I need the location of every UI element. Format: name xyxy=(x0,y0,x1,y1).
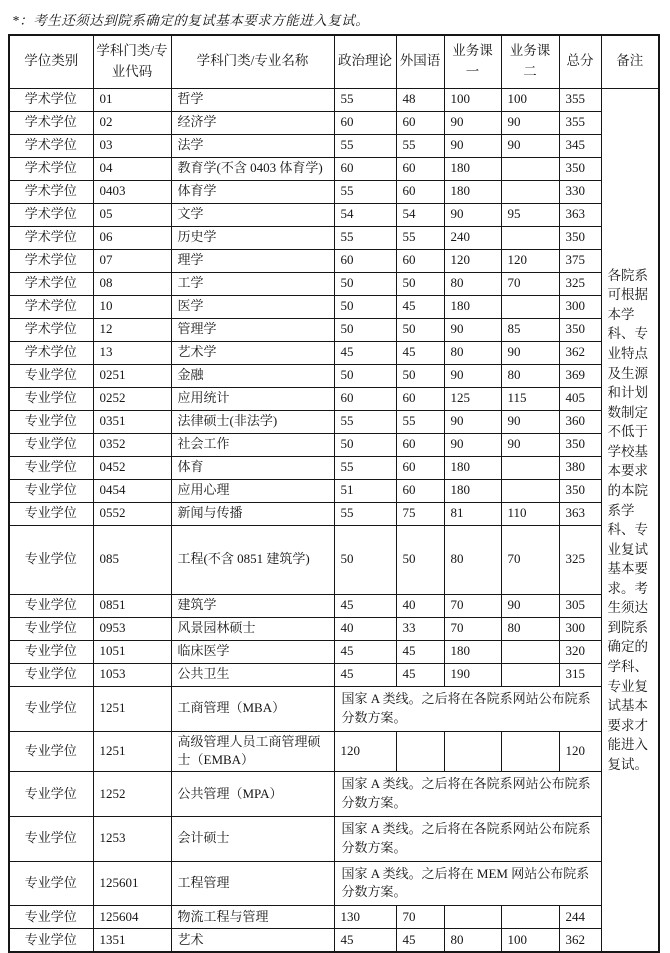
subject-code-cell: 125604 xyxy=(93,906,171,929)
subject-name-cell: 法律硕士(非法学) xyxy=(171,410,334,433)
politics-score-cell: 40 xyxy=(334,617,396,640)
subject-name-cell: 风景园林硕士 xyxy=(171,617,334,640)
national-line-note-cell: 国家 A 类线。之后将在各院系网站公布院系分数方案。 xyxy=(334,772,601,817)
remarks-cell: 各院系可根据本学科、专业特点及生源和计划数制定不低于学校基本要求的本院系学科、专业复试基本要求。考生须达到院系确定的学科、专业复试基本要求才能进入复试。 xyxy=(601,88,659,952)
foreign-language-score-cell: 50 xyxy=(396,272,444,295)
national-line-note-cell: 国家 A 类线。之后将在 MEM 网站公布院系分数方案。 xyxy=(334,861,601,906)
foreign-language-score-cell: 75 xyxy=(396,502,444,525)
total-score-cell: 325 xyxy=(559,272,601,295)
course-one-score-cell: 180 xyxy=(444,456,501,479)
subject-name-cell: 历史学 xyxy=(171,226,334,249)
politics-score-cell: 60 xyxy=(334,111,396,134)
politics-score-cell: 45 xyxy=(334,663,396,686)
subject-name-cell: 建筑学 xyxy=(171,594,334,617)
politics-score-cell: 51 xyxy=(334,479,396,502)
subject-code-cell: 0352 xyxy=(93,433,171,456)
politics-score-cell: 60 xyxy=(334,387,396,410)
politics-score-cell: 50 xyxy=(334,433,396,456)
subject-code-cell: 04 xyxy=(93,157,171,180)
politics-score-cell: 55 xyxy=(334,134,396,157)
total-score-cell: 345 xyxy=(559,134,601,157)
subject-name-cell: 应用心理 xyxy=(171,479,334,502)
total-score-cell: 330 xyxy=(559,180,601,203)
foreign-language-score-cell: 45 xyxy=(396,640,444,663)
course-two-score-cell: 90 xyxy=(501,410,559,433)
course-two-score-cell xyxy=(501,456,559,479)
foreign-language-score-cell: 55 xyxy=(396,226,444,249)
course-one-score-cell: 190 xyxy=(444,663,501,686)
subject-code-cell: 02 xyxy=(93,111,171,134)
degree-category-cell: 学术学位 xyxy=(9,272,93,295)
foreign-language-score-cell: 70 xyxy=(396,906,444,929)
course-two-score-cell xyxy=(501,731,559,772)
course-one-score-cell: 180 xyxy=(444,479,501,502)
total-score-cell: 363 xyxy=(559,502,601,525)
subject-code-cell: 1251 xyxy=(93,731,171,772)
subject-code-cell: 0552 xyxy=(93,502,171,525)
table-row xyxy=(9,410,659,433)
course-one-score-cell: 90 xyxy=(444,111,501,134)
subject-name-cell: 艺术学 xyxy=(171,341,334,364)
total-score-cell: 350 xyxy=(559,157,601,180)
table-row xyxy=(9,387,659,410)
foreign-language-score-cell: 60 xyxy=(396,180,444,203)
total-score-cell: 380 xyxy=(559,456,601,479)
col-header-subject-code: 学科门类/专业代码 xyxy=(93,35,171,88)
course-one-score-cell: 180 xyxy=(444,640,501,663)
subject-name-cell: 艺术 xyxy=(171,929,334,953)
subject-name-cell: 物流工程与管理 xyxy=(171,906,334,929)
politics-score-cell: 50 xyxy=(334,295,396,318)
course-two-score-cell: 80 xyxy=(501,617,559,640)
course-two-score-cell xyxy=(501,157,559,180)
national-line-note-cell: 国家 A 类线。之后将在各院系网站公布院系分数方案。 xyxy=(334,816,601,861)
total-score-cell: 369 xyxy=(559,364,601,387)
table-row xyxy=(9,906,659,929)
table-row xyxy=(9,479,659,502)
table-row xyxy=(9,594,659,617)
degree-category-cell: 专业学位 xyxy=(9,772,93,817)
table-row xyxy=(9,502,659,525)
subject-name-cell: 临床医学 xyxy=(171,640,334,663)
total-score-cell: 325 xyxy=(559,525,601,594)
table-row xyxy=(9,456,659,479)
foreign-language-score-cell xyxy=(396,731,444,772)
course-two-score-cell: 110 xyxy=(501,502,559,525)
subject-code-cell: 1351 xyxy=(93,929,171,953)
course-one-score-cell xyxy=(444,731,501,772)
course-two-score-cell: 70 xyxy=(501,525,559,594)
score-table-body xyxy=(9,88,659,952)
degree-category-cell: 学术学位 xyxy=(9,157,93,180)
total-score-cell: 350 xyxy=(559,318,601,341)
course-two-score-cell: 90 xyxy=(501,594,559,617)
subject-name-cell: 工程管理 xyxy=(171,861,334,906)
col-header-course-one: 业务课一 xyxy=(444,35,501,88)
foreign-language-score-cell: 60 xyxy=(396,249,444,272)
course-one-score-cell: 100 xyxy=(444,88,501,111)
politics-score-cell: 45 xyxy=(334,640,396,663)
course-one-score-cell: 70 xyxy=(444,617,501,640)
course-two-score-cell: 70 xyxy=(501,272,559,295)
course-two-score-cell xyxy=(501,295,559,318)
col-header-degree-category: 学位类别 xyxy=(9,35,93,88)
course-one-score-cell: 180 xyxy=(444,180,501,203)
subject-name-cell: 公共卫生 xyxy=(171,663,334,686)
subject-name-cell: 管理学 xyxy=(171,318,334,341)
subject-name-cell: 工程(不含 0851 建筑学) xyxy=(171,525,334,594)
politics-score-cell: 55 xyxy=(334,410,396,433)
subject-code-cell: 1252 xyxy=(93,772,171,817)
degree-category-cell: 学术学位 xyxy=(9,226,93,249)
subject-code-cell: 03 xyxy=(93,134,171,157)
subject-name-cell: 教育学(不含 0403 体育学) xyxy=(171,157,334,180)
foreign-language-score-cell: 45 xyxy=(396,663,444,686)
degree-category-cell: 专业学位 xyxy=(9,686,93,731)
table-row xyxy=(9,617,659,640)
foreign-language-score-cell: 45 xyxy=(396,295,444,318)
total-score-cell: 350 xyxy=(559,479,601,502)
subject-code-cell: 1253 xyxy=(93,816,171,861)
subject-code-cell: 07 xyxy=(93,249,171,272)
foreign-language-score-cell: 60 xyxy=(396,157,444,180)
total-score-cell: 360 xyxy=(559,410,601,433)
document-page xyxy=(0,9,670,953)
score-line-table xyxy=(8,34,660,953)
degree-category-cell: 专业学位 xyxy=(9,387,93,410)
subject-code-cell: 125601 xyxy=(93,861,171,906)
table-row xyxy=(9,226,659,249)
degree-category-cell: 专业学位 xyxy=(9,929,93,953)
table-row xyxy=(9,157,659,180)
total-score-cell: 305 xyxy=(559,594,601,617)
course-one-score-cell: 90 xyxy=(444,410,501,433)
foreign-language-score-cell: 33 xyxy=(396,617,444,640)
degree-category-cell: 学术学位 xyxy=(9,295,93,318)
subject-name-cell: 高级管理人员工商管理硕士（EMBA） xyxy=(171,731,334,772)
degree-category-cell: 专业学位 xyxy=(9,640,93,663)
total-score-cell: 244 xyxy=(559,906,601,929)
subject-code-cell: 1053 xyxy=(93,663,171,686)
subject-code-cell: 13 xyxy=(93,341,171,364)
course-one-score-cell: 80 xyxy=(444,525,501,594)
table-row xyxy=(9,295,659,318)
course-one-score-cell: 90 xyxy=(444,364,501,387)
politics-score-cell: 54 xyxy=(334,203,396,226)
politics-score-cell: 45 xyxy=(334,594,396,617)
subject-code-cell: 0851 xyxy=(93,594,171,617)
course-one-score-cell: 240 xyxy=(444,226,501,249)
degree-category-cell: 专业学位 xyxy=(9,433,93,456)
footnote-line: *：考生还须达到院系确定的复试基本要求方能进入复试。 xyxy=(12,13,370,28)
foreign-language-score-cell: 50 xyxy=(396,318,444,341)
politics-score-cell: 55 xyxy=(334,180,396,203)
table-row xyxy=(9,731,659,772)
course-two-score-cell: 85 xyxy=(501,318,559,341)
total-score-cell: 405 xyxy=(559,387,601,410)
foreign-language-score-cell: 60 xyxy=(396,479,444,502)
table-row xyxy=(9,249,659,272)
politics-score-cell: 50 xyxy=(334,364,396,387)
subject-name-cell: 经济学 xyxy=(171,111,334,134)
foreign-language-score-cell: 60 xyxy=(396,456,444,479)
table-row xyxy=(9,772,659,817)
degree-category-cell: 学术学位 xyxy=(9,180,93,203)
table-row xyxy=(9,861,659,906)
table-row xyxy=(9,180,659,203)
table-row xyxy=(9,88,659,111)
degree-category-cell: 学术学位 xyxy=(9,318,93,341)
subject-code-cell: 0252 xyxy=(93,387,171,410)
table-row xyxy=(9,111,659,134)
course-two-score-cell xyxy=(501,479,559,502)
subject-name-cell: 理学 xyxy=(171,249,334,272)
total-score-cell: 362 xyxy=(559,341,601,364)
subject-code-cell: 1051 xyxy=(93,640,171,663)
degree-category-cell: 学术学位 xyxy=(9,203,93,226)
subject-name-cell: 体育 xyxy=(171,456,334,479)
degree-category-cell: 专业学位 xyxy=(9,906,93,929)
foreign-language-score-cell: 45 xyxy=(396,341,444,364)
subject-code-cell: 05 xyxy=(93,203,171,226)
course-two-score-cell xyxy=(501,640,559,663)
course-two-score-cell: 90 xyxy=(501,111,559,134)
course-one-score-cell xyxy=(444,906,501,929)
degree-category-cell: 专业学位 xyxy=(9,410,93,433)
table-row xyxy=(9,640,659,663)
foreign-language-score-cell: 60 xyxy=(396,387,444,410)
course-one-score-cell: 70 xyxy=(444,594,501,617)
subject-name-cell: 公共管理（MPA） xyxy=(171,772,334,817)
foreign-language-score-cell: 55 xyxy=(396,410,444,433)
degree-category-cell: 学术学位 xyxy=(9,249,93,272)
foreign-language-score-cell: 50 xyxy=(396,525,444,594)
course-one-score-cell: 80 xyxy=(444,341,501,364)
table-row xyxy=(9,929,659,953)
table-row xyxy=(9,272,659,295)
degree-category-cell: 学术学位 xyxy=(9,111,93,134)
col-header-subject-name: 学科门类/专业名称 xyxy=(171,35,334,88)
politics-score-cell: 50 xyxy=(334,272,396,295)
politics-score-cell: 50 xyxy=(334,318,396,341)
foreign-language-score-cell: 45 xyxy=(396,929,444,953)
degree-category-cell: 专业学位 xyxy=(9,456,93,479)
course-two-score-cell: 90 xyxy=(501,433,559,456)
col-header-remarks: 备注 xyxy=(601,35,659,88)
politics-score-cell: 55 xyxy=(334,88,396,111)
subject-name-cell: 金融 xyxy=(171,364,334,387)
col-header-foreign-language: 外国语 xyxy=(396,35,444,88)
total-score-cell: 300 xyxy=(559,617,601,640)
national-line-note-cell: 国家 A 类线。之后将在各院系网站公布院系分数方案。 xyxy=(334,686,601,731)
subject-name-cell: 体育学 xyxy=(171,180,334,203)
subject-code-cell: 0403 xyxy=(93,180,171,203)
table-row xyxy=(9,203,659,226)
politics-score-cell: 55 xyxy=(334,456,396,479)
course-two-score-cell: 80 xyxy=(501,364,559,387)
course-two-score-cell xyxy=(501,663,559,686)
course-one-score-cell: 180 xyxy=(444,295,501,318)
subject-code-cell: 0452 xyxy=(93,456,171,479)
total-score-cell: 362 xyxy=(559,929,601,953)
course-one-score-cell: 80 xyxy=(444,929,501,953)
subject-code-cell: 06 xyxy=(93,226,171,249)
subject-name-cell: 法学 xyxy=(171,134,334,157)
politics-score-cell: 120 xyxy=(334,731,396,772)
header-row xyxy=(9,35,659,88)
foreign-language-score-cell: 55 xyxy=(396,134,444,157)
foreign-language-score-cell: 48 xyxy=(396,88,444,111)
subject-name-cell: 工学 xyxy=(171,272,334,295)
course-one-score-cell: 90 xyxy=(444,203,501,226)
degree-category-cell: 专业学位 xyxy=(9,364,93,387)
subject-name-cell: 哲学 xyxy=(171,88,334,111)
foreign-language-score-cell: 54 xyxy=(396,203,444,226)
table-row xyxy=(9,686,659,731)
subject-name-cell: 社会工作 xyxy=(171,433,334,456)
course-two-score-cell: 100 xyxy=(501,929,559,953)
course-two-score-cell: 90 xyxy=(501,341,559,364)
subject-code-cell: 08 xyxy=(93,272,171,295)
degree-category-cell: 专业学位 xyxy=(9,816,93,861)
course-two-score-cell: 95 xyxy=(501,203,559,226)
col-header-politics: 政治理论 xyxy=(334,35,396,88)
subject-code-cell: 0351 xyxy=(93,410,171,433)
degree-category-cell: 专业学位 xyxy=(9,663,93,686)
politics-score-cell: 45 xyxy=(334,929,396,953)
degree-category-cell: 专业学位 xyxy=(9,594,93,617)
table-row xyxy=(9,341,659,364)
course-two-score-cell: 115 xyxy=(501,387,559,410)
foreign-language-score-cell: 60 xyxy=(396,111,444,134)
subject-name-cell: 医学 xyxy=(171,295,334,318)
foreign-language-score-cell: 60 xyxy=(396,433,444,456)
foreign-language-score-cell: 50 xyxy=(396,364,444,387)
table-row xyxy=(9,364,659,387)
subject-name-cell: 新闻与传播 xyxy=(171,502,334,525)
total-score-cell: 355 xyxy=(559,111,601,134)
subject-name-cell: 应用统计 xyxy=(171,387,334,410)
course-one-score-cell: 180 xyxy=(444,157,501,180)
politics-score-cell: 50 xyxy=(334,525,396,594)
degree-category-cell: 专业学位 xyxy=(9,525,93,594)
total-score-cell: 350 xyxy=(559,226,601,249)
degree-category-cell: 专业学位 xyxy=(9,502,93,525)
total-score-cell: 320 xyxy=(559,640,601,663)
degree-category-cell: 学术学位 xyxy=(9,88,93,111)
total-score-cell: 350 xyxy=(559,433,601,456)
table-row xyxy=(9,816,659,861)
total-score-cell: 363 xyxy=(559,203,601,226)
degree-category-cell: 学术学位 xyxy=(9,341,93,364)
subject-code-cell: 0953 xyxy=(93,617,171,640)
total-score-cell: 315 xyxy=(559,663,601,686)
foreign-language-score-cell: 40 xyxy=(396,594,444,617)
degree-category-cell: 专业学位 xyxy=(9,479,93,502)
subject-code-cell: 12 xyxy=(93,318,171,341)
course-two-score-cell xyxy=(501,180,559,203)
course-two-score-cell: 90 xyxy=(501,134,559,157)
subject-code-cell: 01 xyxy=(93,88,171,111)
subject-code-cell: 0454 xyxy=(93,479,171,502)
course-one-score-cell: 90 xyxy=(444,433,501,456)
politics-score-cell: 60 xyxy=(334,249,396,272)
table-row xyxy=(9,433,659,456)
total-score-cell: 375 xyxy=(559,249,601,272)
subject-code-cell: 0251 xyxy=(93,364,171,387)
politics-score-cell: 130 xyxy=(334,906,396,929)
subject-code-cell: 1251 xyxy=(93,686,171,731)
col-header-total-score: 总分 xyxy=(559,35,601,88)
table-row xyxy=(9,663,659,686)
course-two-score-cell xyxy=(501,906,559,929)
table-row xyxy=(9,134,659,157)
col-header-course-two: 业务课二 xyxy=(501,35,559,88)
course-one-score-cell: 90 xyxy=(444,318,501,341)
total-score-cell: 355 xyxy=(559,88,601,111)
politics-score-cell: 45 xyxy=(334,341,396,364)
course-one-score-cell: 81 xyxy=(444,502,501,525)
course-one-score-cell: 120 xyxy=(444,249,501,272)
course-two-score-cell: 120 xyxy=(501,249,559,272)
degree-category-cell: 专业学位 xyxy=(9,731,93,772)
degree-category-cell: 专业学位 xyxy=(9,617,93,640)
degree-category-cell: 学术学位 xyxy=(9,134,93,157)
table-row xyxy=(9,318,659,341)
total-score-cell: 300 xyxy=(559,295,601,318)
course-one-score-cell: 125 xyxy=(444,387,501,410)
subject-code-cell: 085 xyxy=(93,525,171,594)
subject-name-cell: 工商管理（MBA） xyxy=(171,686,334,731)
course-one-score-cell: 80 xyxy=(444,272,501,295)
politics-score-cell: 60 xyxy=(334,157,396,180)
course-one-score-cell: 90 xyxy=(444,134,501,157)
course-two-score-cell: 100 xyxy=(501,88,559,111)
subject-name-cell: 会计硕士 xyxy=(171,816,334,861)
total-score-cell: 120 xyxy=(559,731,601,772)
table-row xyxy=(9,525,659,594)
subject-name-cell: 文学 xyxy=(171,203,334,226)
politics-score-cell: 55 xyxy=(334,502,396,525)
course-two-score-cell xyxy=(501,226,559,249)
degree-category-cell: 专业学位 xyxy=(9,861,93,906)
politics-score-cell: 55 xyxy=(334,226,396,249)
subject-code-cell: 10 xyxy=(93,295,171,318)
